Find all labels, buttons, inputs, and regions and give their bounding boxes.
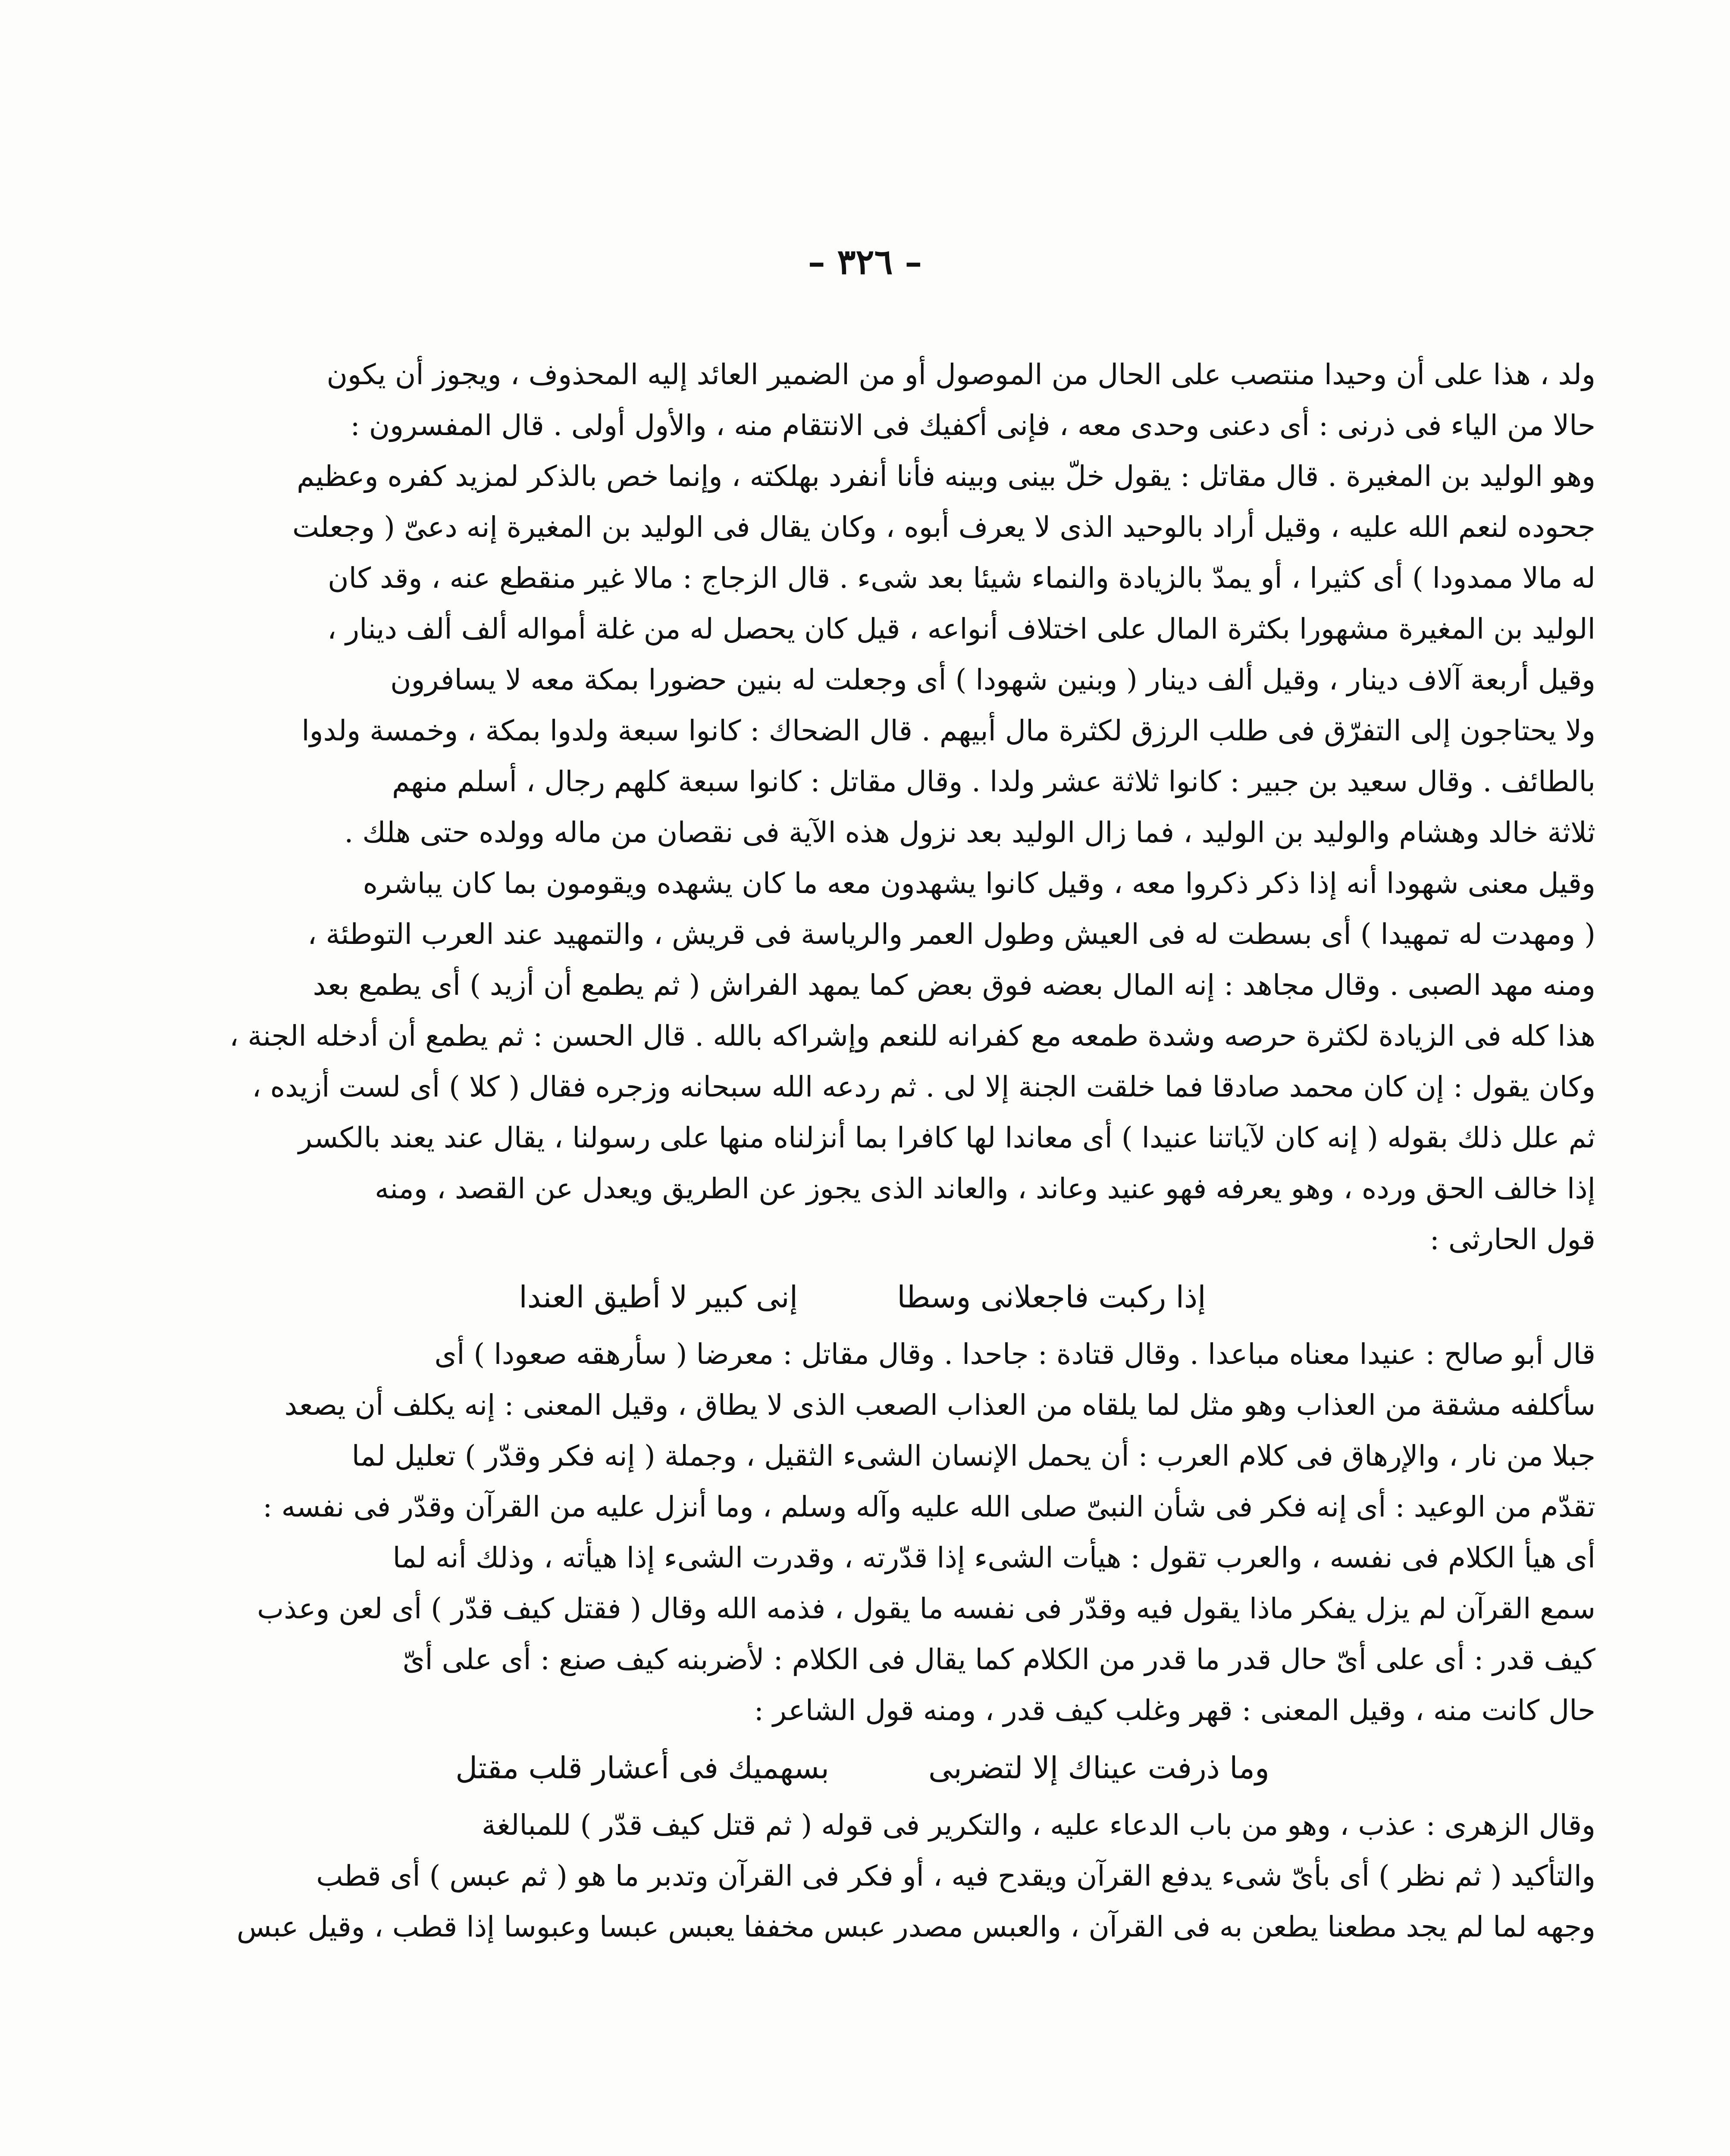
text-line: سمع القرآن لم يزل يفكر ماذا يقول فيه وقدّر فى نفسه ما يقول ، فذمه الله وقال ( فقتل كيف قدّر ) أى لعن وعذب [257,1592,1595,1625]
text-line: الوليد بن المغيرة مشهورا بكثرة المال على اختلاف أنواعه ، قيل كان يحصل له من غلة أمواله ألف ألف دينار ، [327,612,1595,646]
text-line: ثلاثة خالد وهشام والوليد بن الوليد ، فما زال الوليد بعد نزول هذه الآية فى نقصان من ماله وولده حتى هلك . [344,816,1595,849]
verse-second-hemistich: إنى كبير لا أطيق العندا [519,1279,798,1315]
text-line: هذا كله فى الزيادة لكثرة حرصه وشدة طمعه مع كفرانه للنعم وإشراكه بالله . قال الحسن : ثم يطمع أن أدخله الجنة ، [229,1019,1595,1053]
text-line: له مالا ممدودا ) أى كثيرا ، أو يمدّ بالزيادة والنماء شيئا بعد شىء . قال الزجاج : مالا غير منقطع عنه ، وقد كان [328,561,1595,595]
verse-second-hemistich: بسهميك فى أعشار قلب مقتل [455,1750,829,1786]
text-line: ومنه مهد الصبى . وقال مجاهد : إنه المال بعضه فوق بعض كما يمهد الفراش ( ثم يطمع أن أزيد ) أى يطمع بعد [313,968,1595,1002]
text-line: وقيل معنى شهودا أنه إذا ذكر ذكروا معه ، وقيل كانوا يشهدون معه ما كان يشهده ويقومون بما كان يباشره [363,867,1595,900]
text-line: جبلا من نار ، والإرهاق فى كلام العرب : أن يحمل الإنسان الشىء الثقيل ، وجملة ( إنه فكر وقدّر ) تعليل لما [351,1439,1595,1473]
text-line: ( ومهدت له تمهيدا ) أى بسطت له فى العيش وطول العمر والرياسة فى قريش ، والتمهيد عند العرب التوطئة ، [307,918,1595,951]
paragraph-1 [129,349,1595,1265]
text-line: تقدّم من الوعيد : أى إنه فكر فى شأن النبىّ صلى الله عليه وآله وسلم ، وما أنزل عليه من القرآن وقدّر فى نفسه : [263,1490,1595,1523]
text-line: جحوده لنعم الله عليه ، وقيل أراد بالوحيد الذى لا يعرف أبوه ، وكان يقال فى الوليد بن المغيرة إنه دعىّ ( وجعلت [292,511,1595,544]
poetry-verse-2 [129,1736,1595,1800]
paragraph-2 [129,1329,1595,1736]
text-line: كيف قدر : أى على أىّ حال قدر ما قدر من الكلام كما يقال فى الكلام : لأضربنه كيف صنع : أى على أىّ [402,1643,1595,1676]
text-line: وهو الوليد بن المغيرة . قال مقاتل : يقول خلّ بينى وبينه فأنا أنفرد بهلكته ، وإنما خص بالذكر لمزيد كفره وعظيم [297,460,1595,493]
text-line: سأكلفه مشقة من العذاب وهو مثل لما يلقاه من العذاب الصعب الذى لا يطاق ، وقيل المعنى : إنه يكلف أن يصعد [284,1388,1595,1422]
text-line: بالطائف . وقال سعيد بن جبير : كانوا ثلاثة عشر ولدا . وقال مقاتل : كانوا سبعة كلهم رجال ، أسلم منهم [392,765,1595,798]
poetry-verse-1 [129,1265,1595,1329]
text-line: قال أبو صالح : عنيدا معناه مباعدا . وقال قتادة : جاحدا . وقال مقاتل : معرضا ( سأرهقه صعودا ) أى [434,1338,1595,1371]
text-line: قول الحارثى : [1429,1223,1595,1256]
text-line: إذا خالف الحق ورده ، وهو يعرفه فهو عنيد وعاند ، والعاند الذى يجوز عن الطريق ويعدل عن القصد ، ومنه [375,1172,1595,1205]
text-line: والتأكيد ( ثم نظر ) أى بأىّ شىء يدفع القرآن ويقدح فيه ، أو فكر فى القرآن وتدبر ما هو ( ثم عبس ) أى قطب [316,1859,1595,1893]
text-line: حالا من الياء فى ذرنى : أى دعنى وحدى معه ، فإنى أكفيك فى الانتقام منه ، والأول أولى . قال المفسرون : [350,409,1595,442]
text-line: وقيل أربعة آلاف دينار ، وقيل ألف دينار ( وبنين شهودا ) أى وجعلت له بنين حضورا بمكة معه لا يسافرون [390,663,1595,696]
page-number: – ٣٢٦ – [808,241,922,282]
page-text [129,349,1595,1952]
text-line: ثم علل ذلك بقوله ( إنه كان لآياتنا عنيدا ) أى معاندا لها كافرا بما أنزلناه منها على رسولنا ، يقال عند يعند بالكسر [298,1121,1595,1154]
text-line: وجهه لما لم يجد مطعنا يطعن به فى القرآن ، والعبس مصدر عبس مخففا يعبس عبسا وعبوسا إذا قطب ، وقيل عبس [236,1910,1595,1943]
text-line: ولا يحتاجون إلى التفرّق فى طلب الرزق لكثرة مال أبيهم . قال الضحاك : كانوا سبعة ولدوا بمكة ، وخمسة ولدوا [301,714,1595,747]
text-line: وقال الزهرى : عذب ، وهو من باب الدعاء عليه ، والتكرير فى قوله ( ثم قتل كيف قدّر ) للمبالغة [482,1808,1595,1842]
text-line: أى هيأ الكلام فى نفسه ، والعرب تقول : هيأت الشىء إذا قدّرته ، وقدرت الشىء إذا هيأته ، وذلك أنه لما [392,1541,1595,1574]
text-line: حال كانت منه ، وقيل المعنى : قهر وغلب كيف قدر ، ومنه قول الشاعر : [754,1694,1595,1727]
paragraph-3 [129,1800,1595,1952]
text-line: وكان يقول : إن كان محمد صادقا فما خلقت الجنة إلا لى . ثم ردعه الله سبحانه وزجره فقال ( كلا ) أى لست أزيده ، [252,1070,1595,1103]
verse-first-hemistich: وما ذرفت عيناك إلا لتضربى [928,1750,1269,1786]
verse-first-hemistich: إذا ركبت فاجعلانى وسطا [897,1279,1206,1315]
text-line: ولد ، هذا على أن وحيدا منتصب على الحال من الموصول أو من الضمير العائد إليه المحذوف ، ويجوز أن يكون [326,358,1595,391]
